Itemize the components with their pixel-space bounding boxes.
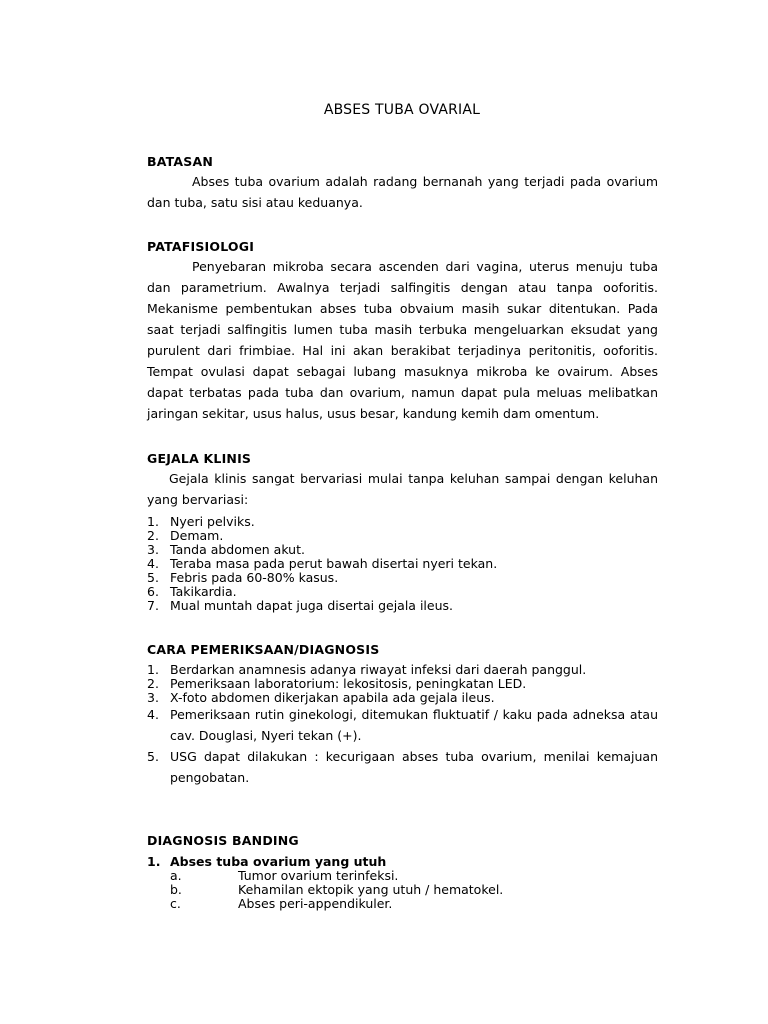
section-heading-diagnosis-banding: DIAGNOSIS BANDING (147, 833, 299, 848)
section-intro-gejala-klinis (147, 468, 658, 510)
page-title: ABSES TUBA OVARIAL (323, 102, 481, 118)
section-heading-pemeriksaan: CARA PEMERIKSAAN/DIAGNOSIS (147, 642, 380, 657)
section-heading-batasan: BATASAN (147, 154, 213, 169)
list-item: 3. X-foto abdomen dikerjakan apabila ada gejala ileus. (147, 690, 495, 705)
list-item: 5. USG dapat dilakukan : kecurigaan abses tuba ovarium, menilai kemajuan pengobatan. (147, 749, 658, 785)
list-item: a. Tumor ovarium terinfeksi. (170, 868, 399, 883)
list-item: 3. Tanda abdomen akut. (147, 542, 305, 557)
list-item: 6. Takikardia. (147, 584, 237, 599)
list-item: 2. Demam. (147, 528, 224, 543)
list-item: 1. Abses tuba ovarium yang utuh (147, 854, 387, 869)
pemeriksaan-list (147, 663, 658, 788)
list-item: 5. Febris pada 60-80% kasus. (147, 570, 339, 585)
list-item: 7. Mual muntah dapat juga disertai gejala ileus. (147, 598, 453, 613)
batasan-text: Abses tuba ovarium adalah radang bernanah yang terjadi pada ovarium dan tuba, satu sisi atau keduanya. (147, 174, 658, 210)
gejala-list (147, 515, 658, 613)
list-item: 1. Berdarkan anamnesis adanya riwayat infeksi dari daerah panggul. (147, 662, 587, 677)
list-item: 1. Nyeri pelviks. (147, 514, 255, 529)
patafisiologi-text: Penyebaran mikroba secara ascenden dari vagina, uterus menuju tuba dan parametrium. Awalnya terjadi salfingitis dengan atau tanpa ooforitis. Mekanisme pembentukan abses tuba obvaium masih sukar ditentukan. Pada saat terjadi salfingitis lumen tuba masih terbuka mengeluarkan eksudat yang purulent dari frimbiae. Hal ini akan berakibat terjadinya peritonitis, ooforitis. Tempat ovulasi dapat sebagai lubang masuknya mikroba ke ovairum. Abses dapat terbatas pada tuba dan ovarium, namun dapat pula meluas melibatkan jaringan sekitar, usus halus, usus besar, kandung kemih dam omentum. (147, 259, 658, 421)
list-item: 4. Teraba masa pada perut bawah disertai nyeri tekan. (147, 556, 498, 571)
list-item: b. Kehamilan ektopik yang utuh / hematokel. (170, 882, 504, 897)
diagnosis-banding-list (147, 854, 658, 911)
list-item: 2. Pemeriksaan laboratorium: lekositosis, peningkatan LED. (147, 676, 527, 691)
section-body-patafisiologi (147, 256, 658, 424)
section-heading-patafisiologi: PATAFISIOLOGI (147, 239, 255, 254)
section-body-batasan (147, 171, 658, 213)
section-heading-gejala-klinis: GEJALA KLINIS (147, 451, 252, 466)
list-item: c. Abses peri-appendikuler. (170, 896, 393, 911)
list-item: 4. Pemeriksaan rutin ginekologi, ditemukan fluktuatif / kaku pada adneksa atau cav. Douglasi, Nyeri tekan (+). (147, 707, 658, 743)
gejala-intro-text: Gejala klinis sangat bervariasi mulai tanpa keluhan sampai dengan keluhan yang bervariasi: (147, 471, 658, 507)
